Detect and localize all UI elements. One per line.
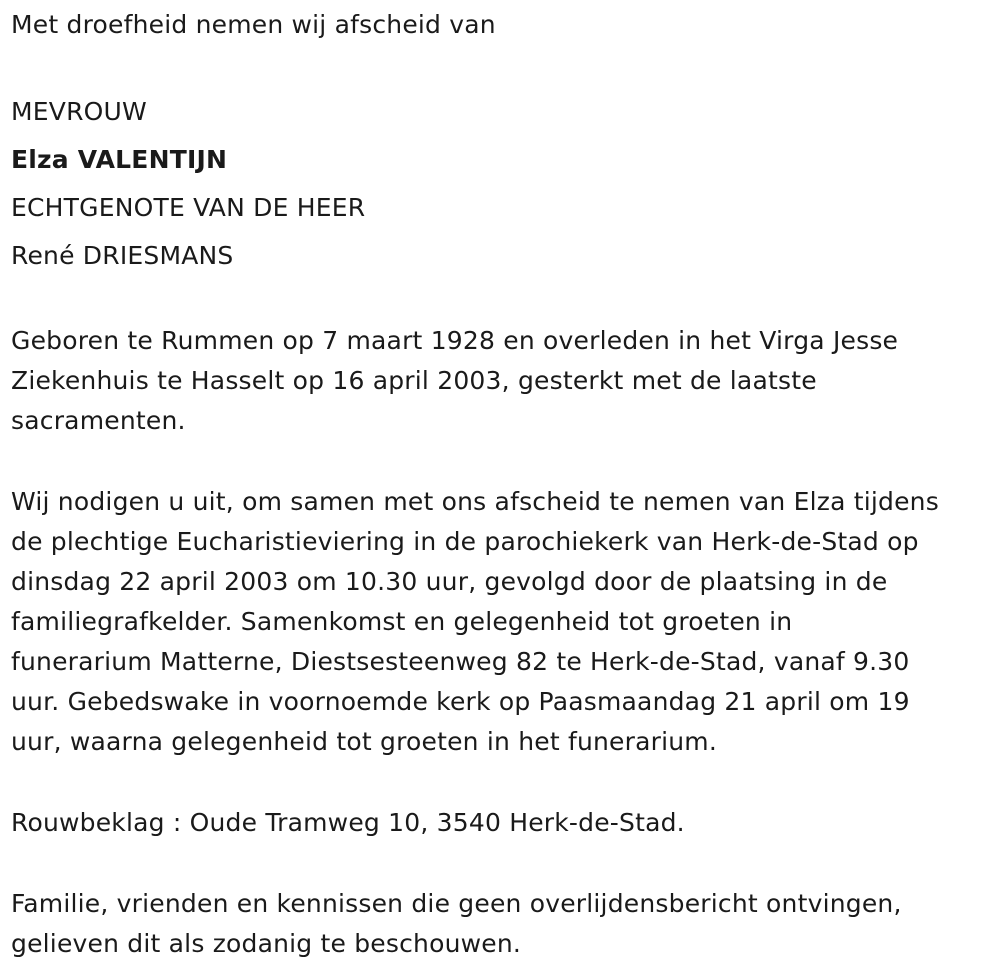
title-text: MEVROUW — [11, 97, 147, 126]
intro-text: Met droefheid nemen wij afscheid van — [11, 10, 496, 39]
spacer — [11, 42, 991, 88]
paragraph-line: Familie, vrienden en kennissen die geen overlijdensbericht ontvingen, — [11, 889, 902, 918]
spacer — [11, 280, 991, 321]
ceremony-paragraph — [11, 482, 991, 762]
condolence-address: Rouwbeklag : Oude Tramweg 10, 3540 Herk-de-Stad. — [11, 808, 685, 837]
spacer — [11, 762, 991, 803]
paragraph-line: dinsdag 22 april 2003 om 10.30 uur, gevolgd door de plaatsing in de — [11, 567, 888, 596]
spacer — [11, 441, 991, 482]
spacer — [11, 843, 991, 884]
spouse-title: ECHTGENOTE VAN DE HEER — [11, 193, 366, 222]
paragraph-line: Geboren te Rummen op 7 maart 1928 en overleden in het Virga Jesse — [11, 326, 899, 355]
closing-paragraph — [11, 884, 991, 964]
condolence-paragraph — [11, 803, 991, 843]
paragraph-line: uur, waarna gelegenheid tot groeten in het funerarium. — [11, 727, 718, 756]
paragraph-line: de plechtige Eucharistieviering in de parochiekerk van Herk-de-Stad op — [11, 527, 919, 556]
name-block — [11, 88, 991, 280]
paragraph-line: uur. Gebedswake in voornoemde kerk op Paasmaandag 21 april om 19 — [11, 687, 910, 716]
paragraph-line: Ziekenhuis te Hasselt op 16 april 2003, gesterkt met de laatste — [11, 366, 817, 395]
paragraph-line: familiegrafkelder. Samenkomst en gelegenheid tot groeten in — [11, 607, 793, 636]
spouse-name: René DRIESMANS — [11, 241, 234, 270]
obituary-document — [11, 8, 991, 964]
paragraph-line: funerarium Matterne, Diestsesteenweg 82 te Herk-de-Stad, vanaf 9.30 — [11, 647, 910, 676]
paragraph-line: gelieven dit als zodanig te beschouwen. — [11, 929, 522, 958]
paragraph-line: Wij nodigen u uit, om samen met ons afscheid te nemen van Elza tijdens — [11, 487, 939, 516]
birth-death-paragraph — [11, 321, 991, 441]
paragraph-line: sacramenten. — [11, 406, 186, 435]
deceased-name: Elza VALENTIJN — [11, 145, 228, 174]
